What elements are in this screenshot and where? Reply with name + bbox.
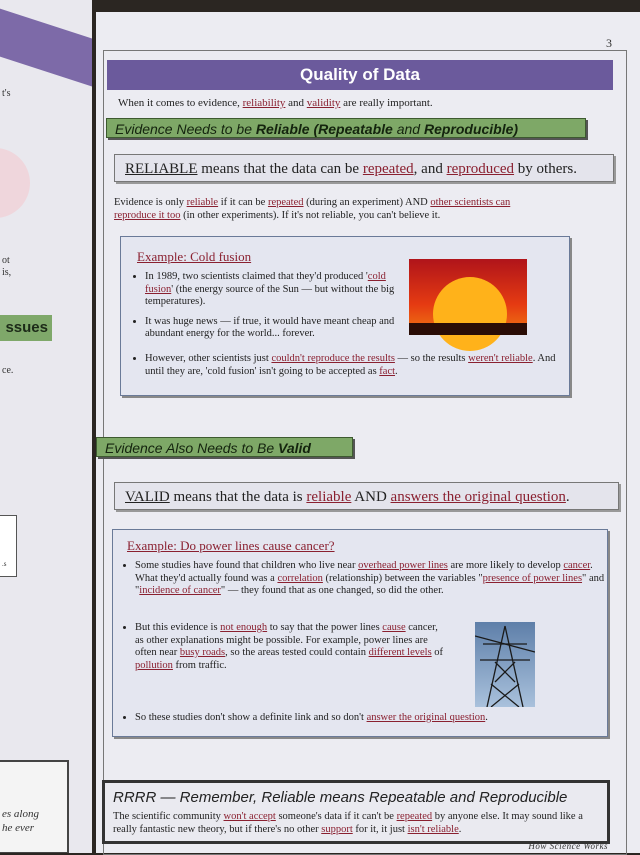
intro-pre: When it comes to evidence, bbox=[118, 97, 243, 109]
item-text: (relationship) between the variables " bbox=[322, 572, 483, 584]
term-presence-of-power-lines: presence of power lines bbox=[482, 572, 583, 584]
item-text: In 1989, two scientists claimed that they'd produced ' bbox=[145, 271, 368, 282]
item-text: It was huge news — if true, it would have meant cheap and abundant energy for the world... forever. bbox=[145, 315, 395, 339]
item-text: . bbox=[485, 712, 488, 723]
item-text: Some studies have found that children who live near bbox=[135, 560, 359, 571]
fragment-text: .s bbox=[2, 560, 7, 568]
fragment-text: ce. bbox=[2, 365, 14, 376]
power-pylon-photo bbox=[475, 622, 535, 707]
def-word: RELIABLE bbox=[125, 161, 198, 177]
sunset-photo bbox=[409, 259, 527, 335]
term-cold-fusion: cold fusion bbox=[145, 271, 386, 295]
heading-text: Evidence Needs to be bbox=[115, 121, 256, 137]
def-text: means that the data can be bbox=[197, 161, 363, 177]
intro-post: are really important. bbox=[340, 97, 433, 109]
fragment-text: is, bbox=[2, 267, 12, 278]
example-list bbox=[121, 622, 445, 679]
term-repeated: repeated bbox=[396, 811, 433, 822]
reliable-definition bbox=[114, 154, 614, 182]
item-text: are more likely to develop bbox=[447, 560, 564, 571]
item-text: to say that the power lines bbox=[267, 622, 383, 633]
term-cause: cause bbox=[382, 622, 406, 633]
purple-band bbox=[0, 0, 92, 89]
para-text: (during an experiment) AND bbox=[303, 197, 431, 208]
fragment-text: ot bbox=[2, 255, 10, 266]
fragment-text: t's bbox=[2, 88, 11, 99]
term-repeated: repeated bbox=[362, 161, 414, 177]
example-heading: Example: Do power lines cause cancer? bbox=[127, 538, 335, 553]
term-isnt-reliable: isn't reliable bbox=[407, 823, 459, 835]
term-reliable: reliable bbox=[186, 197, 219, 208]
list-item bbox=[145, 353, 570, 378]
page-title: Quality of Data bbox=[107, 60, 613, 90]
item-text: . What they'd actually found was a bbox=[135, 560, 593, 584]
item-text: ' (the energy source of the Sun — but without the big temperatures). bbox=[145, 283, 395, 307]
para-text: (in other experiments). If it's not reliable, you can't believe it. bbox=[180, 210, 441, 221]
example-list bbox=[121, 560, 607, 605]
heading-bold: Valid bbox=[278, 440, 311, 456]
term-answer-original-question: answer the original question bbox=[366, 712, 486, 723]
example-list bbox=[131, 353, 570, 385]
example-list bbox=[121, 712, 607, 732]
example-list bbox=[131, 271, 400, 348]
heading-text: Evidence Also Needs to Be bbox=[105, 440, 279, 456]
item-text: " and " bbox=[135, 572, 605, 596]
item-text: — so the results bbox=[394, 353, 469, 364]
sun-shape bbox=[433, 277, 507, 351]
def-text: . bbox=[565, 489, 570, 505]
summary-title: RRRR — Remember, Reliable means Repeatable and Reproducible bbox=[113, 789, 568, 806]
def-text: means that the data is bbox=[169, 489, 307, 505]
item-text: . And until they are, 'cold fusion' isn't going to be accepted as bbox=[145, 353, 556, 377]
term-fact: fact bbox=[379, 365, 396, 377]
textbook-page bbox=[96, 12, 640, 853]
term-couldnt-reproduce: couldn't reproduce the results bbox=[271, 353, 395, 364]
summary-part: The scientific community bbox=[113, 811, 224, 822]
item-text: cancer, as other explanations might be possible. For example, power lines are often near bbox=[135, 622, 438, 658]
summary-part: someone's data if it can't be bbox=[275, 811, 397, 822]
fragment-text: he ever bbox=[2, 822, 35, 834]
item-text: However, other scientists just bbox=[145, 353, 272, 364]
example-heading: Example: Cold fusion bbox=[137, 249, 252, 264]
term-reproduced: reproduced bbox=[446, 161, 515, 177]
heading-bold: Reliable (Repeatable bbox=[255, 121, 393, 137]
item-text: of bbox=[431, 647, 444, 658]
list-item bbox=[135, 622, 445, 672]
valid-definition bbox=[114, 482, 619, 510]
list-item bbox=[135, 712, 607, 725]
fragment-box bbox=[0, 760, 69, 853]
term-other-scientists: other scientists can reproduce it too bbox=[114, 197, 511, 221]
intro-text bbox=[118, 97, 433, 109]
summary-box bbox=[102, 780, 610, 844]
term-overhead-power-lines: overhead power lines bbox=[358, 560, 448, 571]
fragment-text: es along bbox=[2, 808, 39, 820]
def-text: AND bbox=[351, 489, 391, 505]
term-validity: validity bbox=[306, 97, 341, 109]
list-item bbox=[145, 316, 400, 341]
section-heading-reliable bbox=[106, 118, 586, 138]
term-reliability: reliability bbox=[242, 97, 286, 109]
term-repeated: repeated bbox=[267, 197, 304, 208]
term-different-levels: different levels bbox=[368, 647, 432, 658]
term-support: support bbox=[321, 823, 353, 835]
item-text: So these studies don't show a definite link and so don't bbox=[135, 712, 367, 723]
item-text: from traffic. bbox=[172, 659, 227, 671]
list-item bbox=[135, 560, 607, 598]
summary-part: by anyone else. It may sound like a really fantastic new theory, but if there's no other bbox=[113, 811, 583, 835]
item-text: But this evidence is bbox=[135, 622, 221, 633]
item-text: " — they found that as one changed, so did the other. bbox=[220, 585, 444, 596]
term-pollution: pollution bbox=[135, 659, 173, 671]
summary-part: for it, it just bbox=[352, 823, 408, 835]
term-answers-question: answers the original question bbox=[390, 489, 566, 505]
term-incidence-of-cancer: incidence of cancer bbox=[139, 585, 221, 596]
term-busy-roads: busy roads bbox=[179, 647, 226, 658]
term-wont-accept: won't accept bbox=[223, 811, 276, 822]
term-reliable: reliable bbox=[306, 489, 352, 505]
para-text: if it can be bbox=[218, 197, 268, 208]
page-number: 3 bbox=[606, 36, 612, 50]
page-footer: How Science Works bbox=[528, 841, 608, 851]
item-text: , so the areas tested could contain bbox=[225, 647, 369, 658]
def-text: , and bbox=[413, 161, 447, 177]
summary-part: . bbox=[458, 823, 462, 835]
ground-silhouette bbox=[409, 323, 527, 335]
term-correlation: correlation bbox=[277, 572, 323, 584]
intro-and: and bbox=[285, 97, 307, 109]
term-werent-reliable: weren't reliable bbox=[468, 353, 533, 364]
summary-text bbox=[113, 811, 603, 836]
reliable-paragraph bbox=[114, 196, 554, 222]
heading-text: and bbox=[392, 121, 424, 137]
section-heading-valid bbox=[96, 437, 353, 457]
pylon-icon bbox=[475, 622, 535, 707]
facing-page bbox=[0, 0, 92, 853]
issues-tab: ssues bbox=[0, 315, 52, 341]
list-item bbox=[145, 271, 400, 309]
def-text: by others. bbox=[514, 161, 577, 177]
def-word: VALID bbox=[125, 489, 170, 505]
heading-bold: Reproducible) bbox=[423, 121, 519, 137]
pink-circle bbox=[0, 148, 30, 218]
term-cancer: cancer bbox=[563, 560, 591, 571]
item-text: . bbox=[395, 365, 398, 377]
para-text: Evidence is only bbox=[114, 197, 187, 208]
term-not-enough: not enough bbox=[220, 622, 268, 633]
